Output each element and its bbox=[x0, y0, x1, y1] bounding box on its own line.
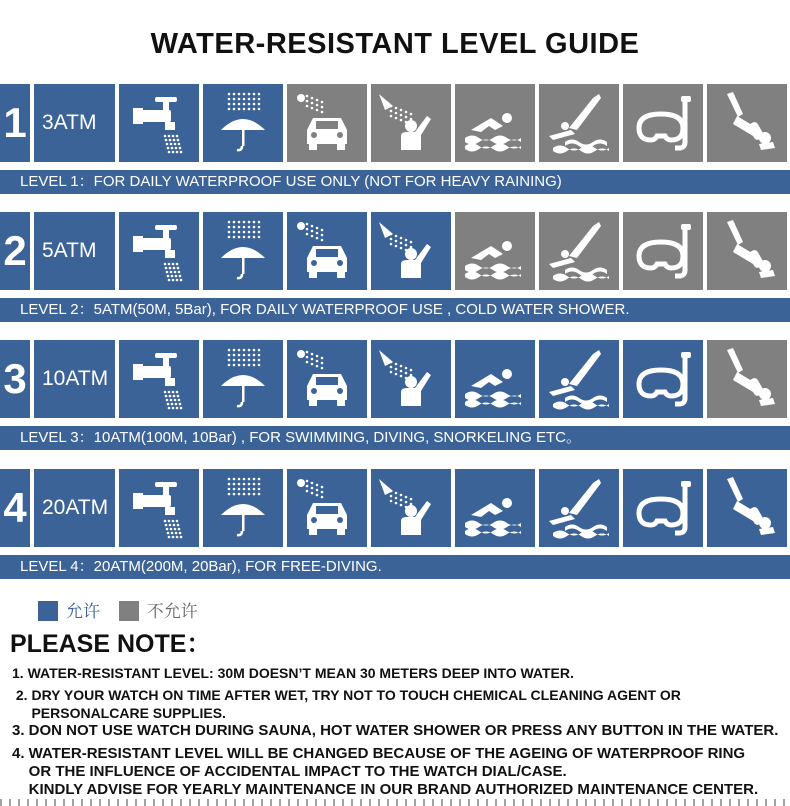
snorkel-mask-icon bbox=[623, 84, 703, 162]
swimming-icon bbox=[455, 84, 535, 162]
note-4: 4. WATER-RESISTANT LEVEL WILL BE CHANGED BECAUSE OF THE AGEING OF WATERPROOF RING OR THE INFLUENCE OF ACCIDENTAL IMPACT TO THE WATCH DIAL/CASE. KINDLY ADVISE FOR YEARLY MAINTENANCE IN OUR BRAND AUTHORIZED MAINTENANCE CENTER. bbox=[12, 745, 759, 798]
legend bbox=[38, 597, 212, 622]
level-description: LEVEL 3：10ATM(100M, 10Bar) , FOR SWIMMING, DIVING, SNORKELING ETC。 bbox=[0, 426, 790, 450]
atm-rating: 20ATM bbox=[34, 469, 115, 547]
scuba-diver-icon bbox=[707, 469, 787, 547]
scuba-diver-icon bbox=[707, 340, 787, 418]
rain-umbrella-icon bbox=[203, 469, 283, 547]
scuba-diver-icon bbox=[707, 84, 787, 162]
not-allowed-swatch bbox=[119, 601, 139, 621]
snorkel-mask-icon bbox=[623, 469, 703, 547]
car-wash-icon bbox=[287, 84, 367, 162]
car-wash-icon bbox=[287, 340, 367, 418]
car-wash-icon bbox=[287, 212, 367, 290]
rain-umbrella-icon bbox=[203, 340, 283, 418]
level-description: LEVEL 4：20ATM(200M, 20Bar), FOR FREE-DIVING. bbox=[0, 555, 790, 579]
level-number: 3 bbox=[0, 340, 30, 418]
atm-rating: 5ATM bbox=[34, 212, 115, 290]
level-description: LEVEL 1：FOR DAILY WATERPROOF USE ONLY (NOT FOR HEAVY RAINING) bbox=[0, 170, 790, 194]
snorkel-mask-icon bbox=[623, 340, 703, 418]
atm-rating: 3ATM bbox=[34, 84, 115, 162]
level-number: 1 bbox=[0, 84, 30, 162]
diving-icon bbox=[539, 469, 619, 547]
swimming-icon bbox=[455, 469, 535, 547]
legend-allowed bbox=[38, 597, 100, 622]
note-1: 1. WATER-RESISTANT LEVEL: 30M DOESN’T MEAN 30 METERS DEEP INTO WATER. bbox=[12, 665, 574, 681]
faucet-icon bbox=[119, 340, 199, 418]
allowed-swatch bbox=[38, 601, 58, 621]
shower-icon bbox=[371, 340, 451, 418]
legend-not-allowed bbox=[119, 597, 198, 622]
diving-icon bbox=[539, 212, 619, 290]
swimming-icon bbox=[455, 212, 535, 290]
snorkel-mask-icon bbox=[623, 212, 703, 290]
diving-icon bbox=[539, 340, 619, 418]
rain-umbrella-icon bbox=[203, 84, 283, 162]
scuba-diver-icon bbox=[707, 212, 787, 290]
page-title: WATER-RESISTANT LEVEL GUIDE bbox=[150, 28, 640, 60]
legend-not-allowed-label: 不允许 bbox=[146, 602, 198, 621]
note-title: PLEASE NOTE： bbox=[10, 630, 212, 658]
note-3: 3. DON NOT USE WATCH DURING SAUNA, HOT WATER SHOWER OR PRESS ANY BUTTON IN THE WATER. bbox=[12, 722, 779, 739]
swimming-icon bbox=[455, 340, 535, 418]
car-wash-icon bbox=[287, 469, 367, 547]
level-number: 4 bbox=[0, 469, 30, 547]
legend-allowed-label: 允许 bbox=[66, 602, 100, 621]
diving-icon bbox=[539, 84, 619, 162]
level-number: 2 bbox=[0, 212, 30, 290]
shower-icon bbox=[371, 212, 451, 290]
faucet-icon bbox=[119, 212, 199, 290]
shower-icon bbox=[371, 469, 451, 547]
shower-icon bbox=[371, 84, 451, 162]
faucet-icon bbox=[119, 469, 199, 547]
faucet-icon bbox=[119, 84, 199, 162]
level-description: LEVEL 2：5ATM(50M, 5Bar), FOR DAILY WATERPROOF USE , COLD WATER SHOWER. bbox=[0, 298, 790, 322]
atm-rating: 10ATM bbox=[34, 340, 115, 418]
rain-umbrella-icon bbox=[203, 212, 283, 290]
note-2: 2. DRY YOUR WATCH ON TIME AFTER WET, TRY NOT TO TOUCH CHEMICAL CLEANING AGENT OR PERSONALCARE SUPPLIES. bbox=[15, 687, 681, 721]
bottom-dotted-line bbox=[0, 799, 790, 806]
